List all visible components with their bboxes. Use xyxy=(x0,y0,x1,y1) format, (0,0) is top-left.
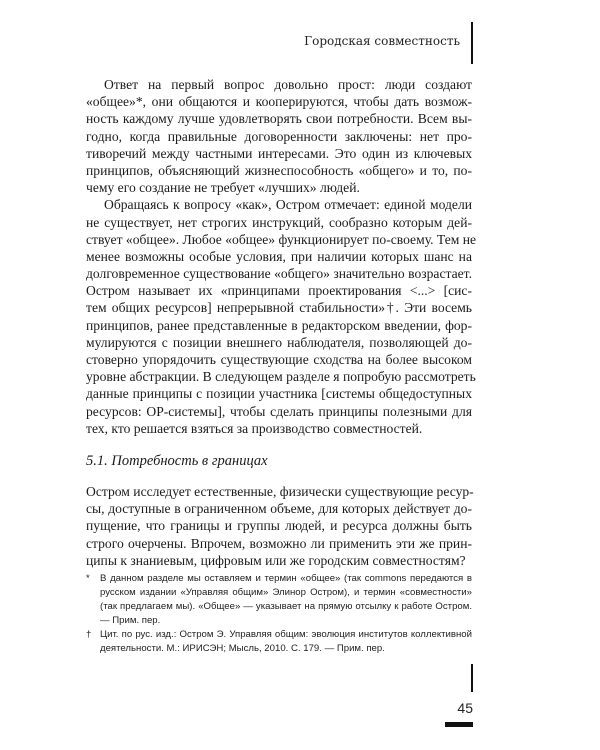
paragraph xyxy=(86,483,472,569)
text-line: «общее»*, они общаются и кооперируются, чтобы дать возмож- xyxy=(86,94,472,110)
text-line: мулируются с позиции внешнего наблюдателя, позволяющей до- xyxy=(86,334,472,350)
footnote-text: В данном разделе мы оставляем и термин «общее» (так commons передаются в русском издании «Управляя общим» Элинор Остром), и термин «совместности» (так предлагаем мы). «Общее» — указывает на прямую отсылку к работе Остром. — Прим. пер. xyxy=(100,573,472,626)
text-line: данные принципы с позиции участника [системы общедоступных xyxy=(86,386,472,402)
text-line: Остром исследует естественные, физически существующие ресур- xyxy=(86,483,474,499)
text-line: ципы к знаниевым, цифровым или же городским совместностям? xyxy=(86,552,466,568)
footer-rule xyxy=(471,664,473,692)
paragraph xyxy=(86,196,477,437)
text-line: тем общих ресурсов] непрерывной стабильности»†. Эти восемь xyxy=(86,300,472,316)
header-rule xyxy=(471,22,473,64)
text-line: Обращаясь к вопросу «как», Остром отмечает: единой модели xyxy=(104,197,472,213)
section-heading: 5.1. Потребность в границах xyxy=(86,452,268,469)
footnote xyxy=(86,628,472,656)
text-line: уровне абстракции. В следующем разделе я попробую рассмотреть xyxy=(86,369,476,385)
running-header: Городская совместность xyxy=(304,34,460,48)
text-line: чему его создание не требует «лучших» людей. xyxy=(86,180,360,196)
text-line: стоверно упорядочить существующие сходства на более высоком xyxy=(86,352,472,367)
text-line: пущение, что границы и группы людей, и ресурса должны быть xyxy=(86,518,472,534)
text-line: тиворечий между частными интересами. Это один из ключевых xyxy=(86,145,472,161)
text-line: сы, доступные в ограниченном объеме, для которых действует до- xyxy=(86,501,472,517)
paragraph xyxy=(86,76,472,196)
text-line: тех, кто решается взяться за производство совместностей. xyxy=(86,420,423,436)
body-text xyxy=(86,76,477,569)
footnote xyxy=(86,572,472,628)
text-line: не существует, нет строгих инструкций, сообразно которым дей- xyxy=(86,214,472,230)
footnotes xyxy=(86,572,472,656)
page-number-bar xyxy=(445,722,473,727)
text-line: годно, когда правильные договоренности заключены: нет про- xyxy=(86,128,472,144)
text-line: долговременное существование «общего» значительно возрастает. xyxy=(86,266,472,282)
text-line: ствует «общее». Любое «общее» функционирует по-своему. Тем не xyxy=(86,231,477,247)
text-line: Ответ на первый вопрос довольно прост: люди создают xyxy=(104,77,472,92)
footnote-mark: * xyxy=(86,573,90,584)
text-line: строго очерчены. Впрочем, возможно ли применить эти же прин- xyxy=(86,535,472,551)
text-line: ресурсов: ОР-системы], чтобы сделать принципы полезными для xyxy=(86,403,472,419)
page-number: 45 xyxy=(457,700,473,716)
text-line: принципов, ранее представленные в редакторском введении, фор- xyxy=(86,317,472,333)
footnote-mark: † xyxy=(86,629,92,640)
text-line: Остром называет их «принципами проектирования <...> [сис- xyxy=(86,283,472,299)
text-line: менее возможны особые условия, при наличии которых шанс на xyxy=(86,248,472,264)
footnote-text: Цит. по рус. изд.: Остром Э. Управляя общим: эволюция институтов коллективной деятельности. М.: ИРИСЭН; Мысль, 2010. С. 179. — Прим. пер. xyxy=(100,629,472,654)
text-line: принципов, объясняющий жизнеспособность «общего» и то, по- xyxy=(86,162,472,178)
text-line: ность каждому лучше удовлетворять свои потребности. Всем вы- xyxy=(86,111,472,127)
